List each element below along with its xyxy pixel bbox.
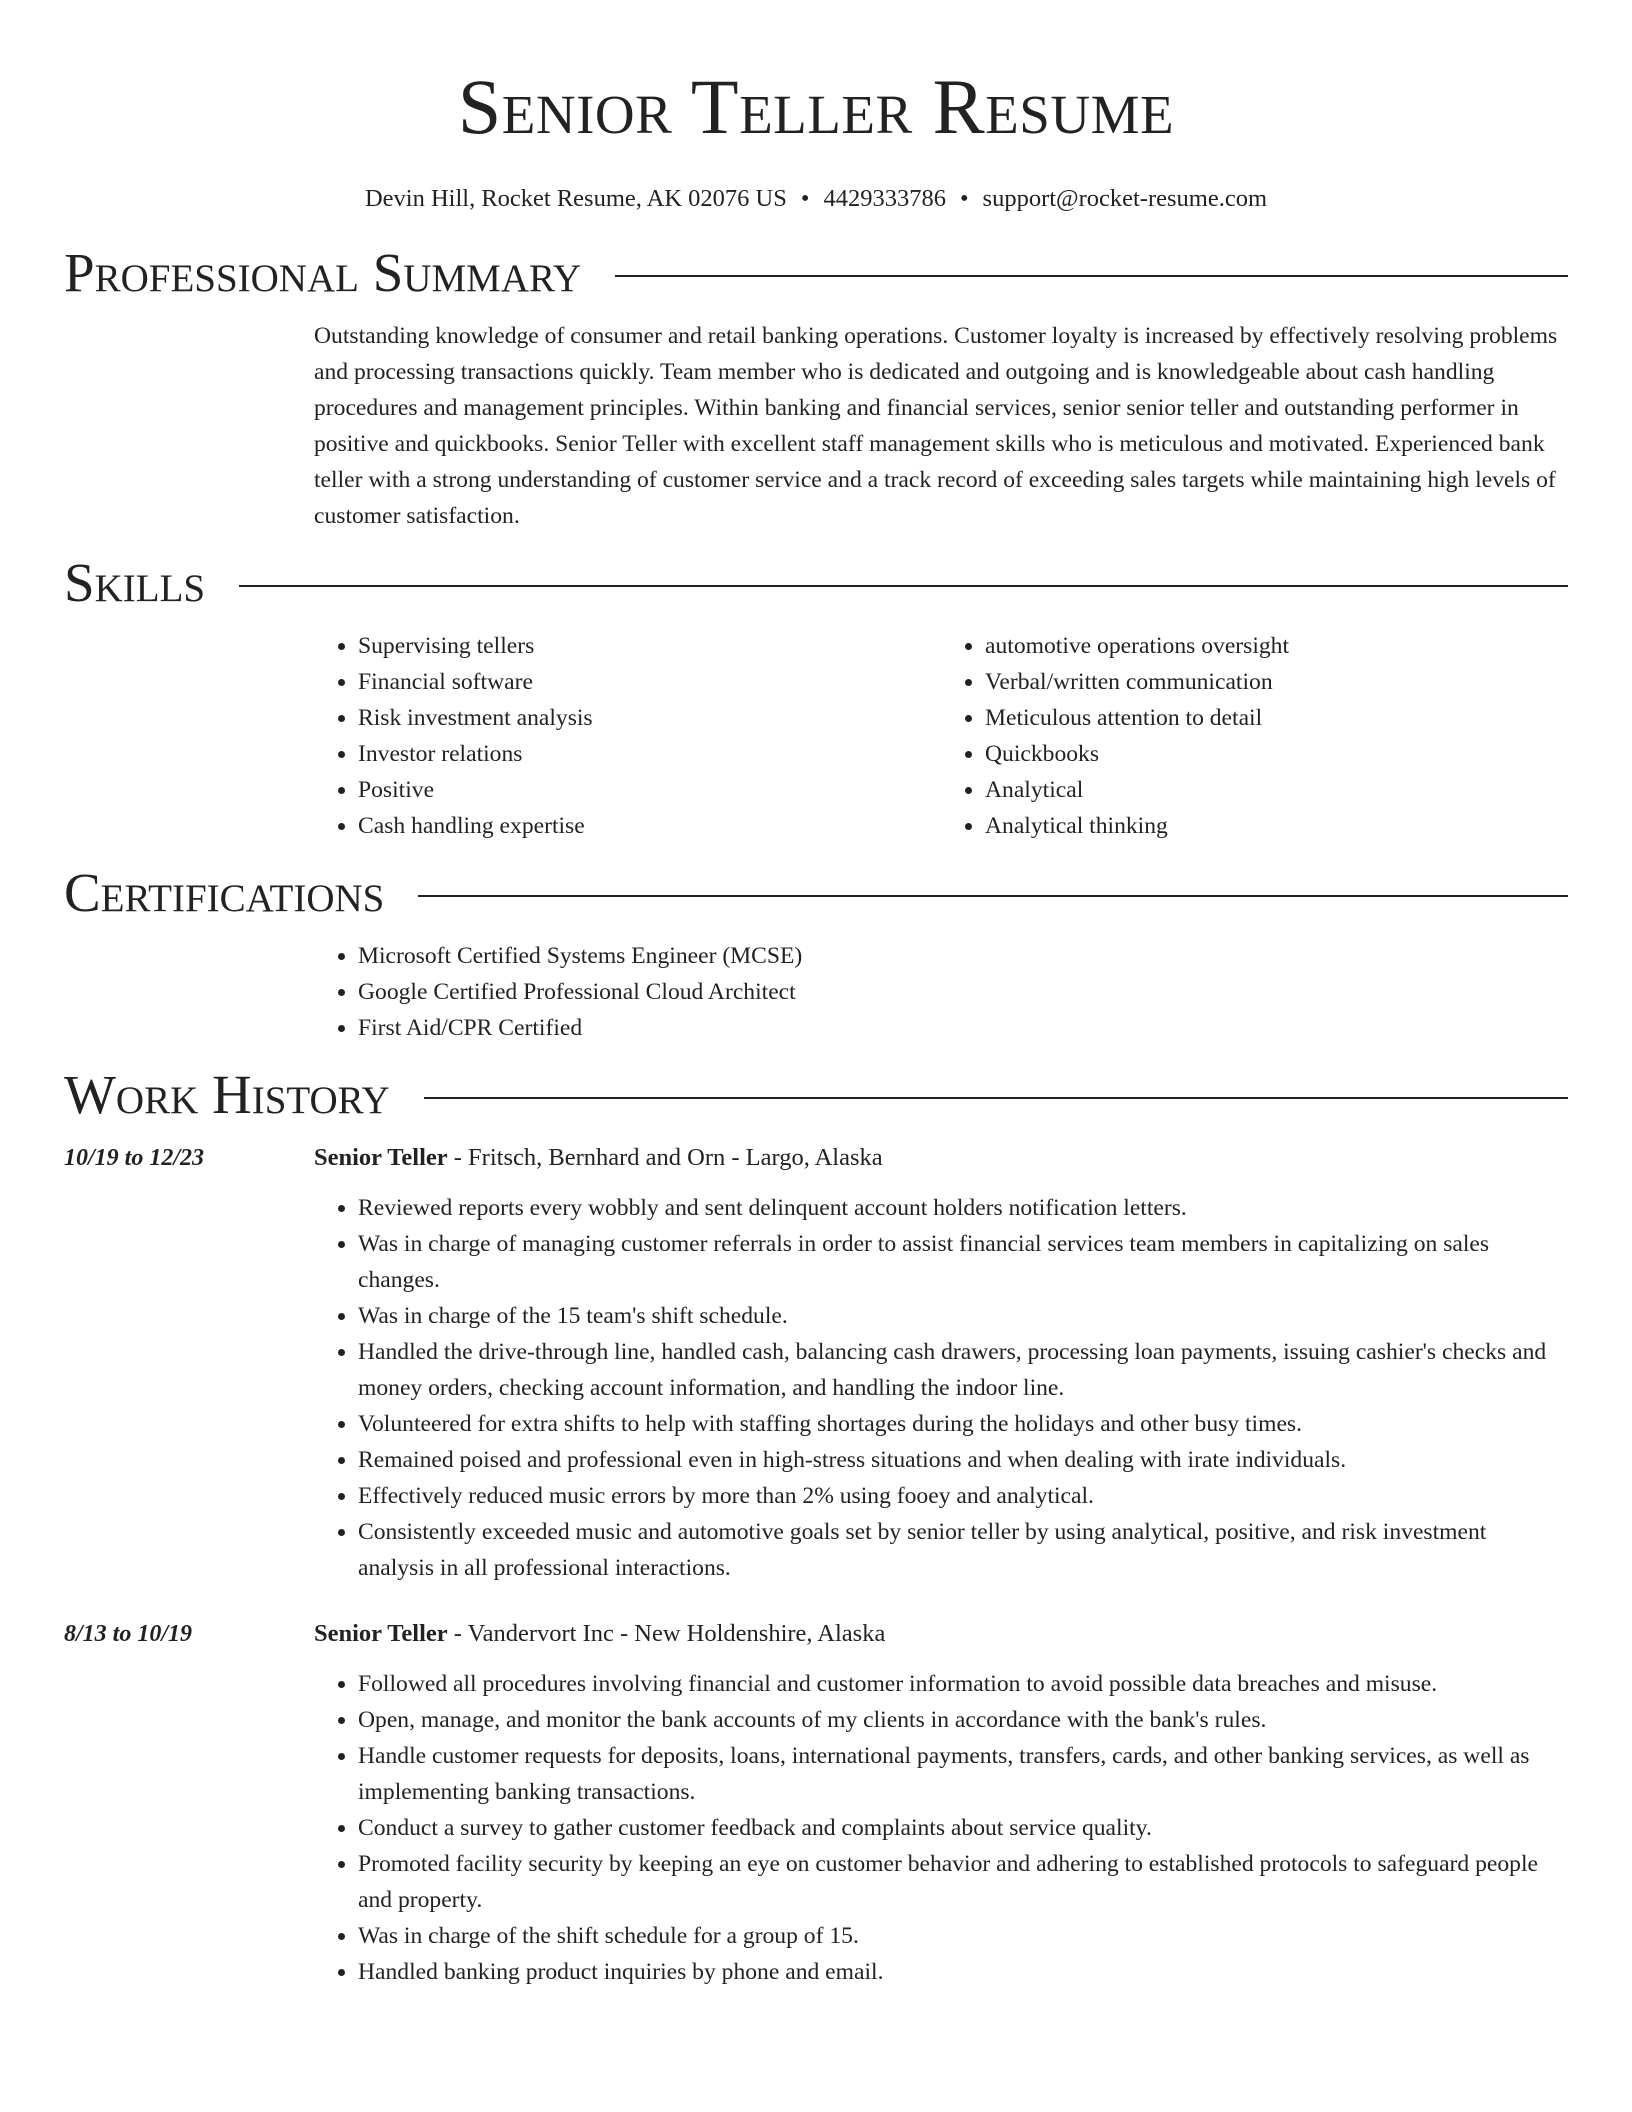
skill-item: • automotive operations oversight xyxy=(985,628,1568,664)
skill-item: • Analytical xyxy=(985,772,1568,808)
section-divider xyxy=(615,275,1568,277)
skill-item: • Investor relations xyxy=(358,736,941,772)
skills-grid xyxy=(314,628,1568,844)
job-bullet: • Effectively reduced music errors by more than 2% using fooey and analytical. xyxy=(358,1478,1568,1514)
work-section-header xyxy=(64,1064,1568,1126)
certifications-heading: Certifications xyxy=(64,862,385,923)
certification-item: • Microsoft Certified Systems Engineer (MCSE) xyxy=(358,938,1568,974)
contact-address: Devin Hill, Rocket Resume, AK 02076 US xyxy=(364,185,787,212)
skill-item: • Positive xyxy=(358,772,941,808)
skill-item: • Risk investment analysis xyxy=(358,700,941,736)
job-employer: - Fritsch, Bernhard and Orn - Largo, Alaska xyxy=(447,1144,883,1171)
job-bullet: • Handled banking product inquiries by phone and email. xyxy=(358,1954,1568,1990)
job-bullet: • Was in charge of the shift schedule for a group of 15. xyxy=(358,1918,1568,1954)
summary-text: Outstanding knowledge of consumer and retail banking operations. Customer loyalty is increased by effectively resolving problems and processing transactions quickly. Team member who is dedicated and outgoing and is knowledgeable about cash handling procedures and management principles. Within banking and financial services, senior senior teller and outstanding performer in positive and quickbooks. Senior Teller with excellent staff management skills who is meticulous and motivated. Experienced bank teller with a strong understanding of customer service and a track record of exceeding sales targets while maintaining high levels of customer satisfaction. xyxy=(314,323,1558,529)
certifications-section-header xyxy=(64,862,1568,924)
job-bullet: • Handle customer requests for deposits, loans, international payments, transfers, cards, and other banking services, as well as implementing banking transactions. xyxy=(358,1738,1568,1810)
summary-heading: Professional Summary xyxy=(64,242,582,303)
section-divider xyxy=(424,1097,1568,1099)
contact-line xyxy=(64,184,1568,214)
job-title-line xyxy=(314,1616,1568,1652)
job-dates: 8/13 to 10/19 xyxy=(64,1621,193,1647)
job-bullet: • Handled the drive-through line, handled cash, balancing cash drawers, processing loan payments, issuing cashier's checks and money orders, checking account information, and handling the indoor line. xyxy=(358,1334,1568,1406)
work-heading: Work History xyxy=(64,1064,390,1125)
section-divider xyxy=(418,895,1568,897)
contact-phone: 4429333786 xyxy=(823,185,946,212)
skills-section-header xyxy=(64,552,1568,614)
job-bullet: • Open, manage, and monitor the bank accounts of my clients in accordance with the bank's rules. xyxy=(358,1702,1568,1738)
skill-item: • Quickbooks xyxy=(985,736,1568,772)
skills-list-right xyxy=(941,628,1568,844)
job-bullet: • Was in charge of managing customer referrals in order to assist financial services team members in capitalizing on sales changes. xyxy=(358,1226,1568,1298)
job-title-line xyxy=(314,1140,1568,1176)
contact-separator: • xyxy=(800,185,810,212)
job-role: Senior Teller xyxy=(314,1144,448,1171)
job-employer: - Vandervort Inc - New Holdenshire, Alaska xyxy=(447,1620,886,1647)
certifications-list-wrap xyxy=(314,938,1568,1046)
job-bullet: • Volunteered for extra shifts to help with staffing shortages during the holidays and other busy times. xyxy=(358,1406,1568,1442)
job-bullet: • Reviewed reports every wobbly and sent delinquent account holders notification letters. xyxy=(358,1190,1568,1226)
skill-item: • Financial software xyxy=(358,664,941,700)
job-body xyxy=(314,1616,1568,1990)
job-bullet: • Was in charge of the 15 team's shift schedule. xyxy=(358,1298,1568,1334)
contact-separator: • xyxy=(959,185,969,212)
skill-item: • Verbal/written communication xyxy=(985,664,1568,700)
job-bullet: • Consistently exceeded music and automotive goals set by senior teller by using analytical, positive, and risk investment analysis in all professional interactions. xyxy=(358,1514,1568,1586)
contact-email: support@rocket-resume.com xyxy=(982,185,1268,212)
job-bullet: • Promoted facility security by keeping an eye on customer behavior and adhering to established protocols to safeguard people and property. xyxy=(358,1846,1568,1918)
certification-item: • First Aid/CPR Certified xyxy=(358,1010,1568,1046)
summary-section-header xyxy=(64,242,1568,304)
certification-item: • Google Certified Professional Cloud Architect xyxy=(358,974,1568,1010)
job-bullet: • Conduct a survey to gather customer feedback and complaints about service quality. xyxy=(358,1810,1568,1846)
skill-item: • Supervising tellers xyxy=(358,628,941,664)
job-entry xyxy=(64,1140,1568,1586)
skill-item: • Meticulous attention to detail xyxy=(985,700,1568,736)
skill-item: • Analytical thinking xyxy=(985,808,1568,844)
certifications-list xyxy=(314,938,1568,1046)
job-role: Senior Teller xyxy=(314,1620,448,1647)
job-bullet: • Followed all procedures involving financial and customer information to avoid possible data breaches and misuse. xyxy=(358,1666,1568,1702)
job-bullets xyxy=(314,1190,1568,1586)
job-dates: 10/19 to 12/23 xyxy=(64,1145,205,1171)
job-entry xyxy=(64,1616,1568,1990)
skill-item: • Cash handling expertise xyxy=(358,808,941,844)
job-bullet: • Remained poised and professional even in high-stress situations and when dealing with irate individuals. xyxy=(358,1442,1568,1478)
job-body xyxy=(314,1140,1568,1586)
skills-list-left xyxy=(314,628,941,844)
job-bullets xyxy=(314,1666,1568,1990)
section-divider xyxy=(239,585,1568,587)
resume-title: Senior Teller Resume xyxy=(457,63,1175,150)
skills-heading: Skills xyxy=(64,552,206,613)
